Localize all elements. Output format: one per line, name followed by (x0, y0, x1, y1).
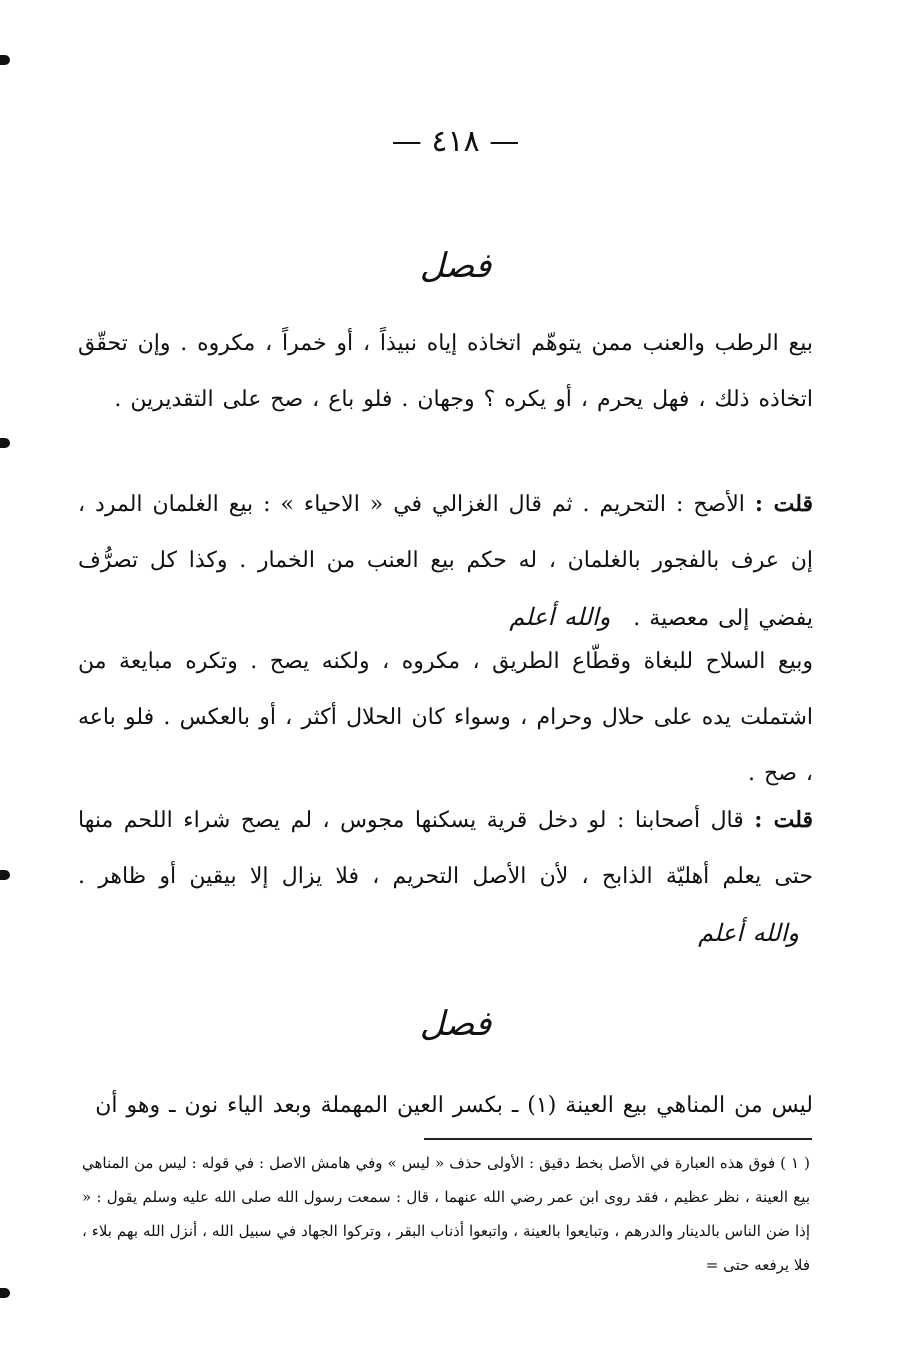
binding-mark (0, 870, 10, 880)
closing-formula: والله أعلم (698, 919, 799, 947)
footnote-divider (424, 1138, 812, 1140)
paragraph-lead: قلت : (754, 491, 813, 517)
binding-mark (0, 438, 10, 448)
paragraph-text: قال أصحابنا : لو دخل قرية يسكنها مجوس ، لم يصح شراء اللحم منها حتى يعلم أهليّة الذابح ، لأن الأصل التحريم ، فلا يزال إلا بيقين أو ظاهر . (78, 808, 813, 889)
paragraph (78, 792, 813, 963)
section-heading: فصل (419, 246, 492, 286)
paragraph-text: ليس من المناهي بيع العينة (١) ـ بكسر العين المهملة وبعد الياء نون ـ وهو أن (95, 1093, 813, 1118)
paragraph-text: وبيع السلاح للبغاة وقطّاع الطريق ، مكروه ، ولكنه يصح . وتكره مبايعة من اشتملت يده على حلال وحرام ، وسواء كان الحلال أكثر ، أو بالعكس . فلو باعه ، صح . (78, 649, 813, 786)
paragraph-lead: قلت : (754, 807, 813, 833)
paragraph (78, 634, 813, 802)
footnote: ( ١ ) فوق هذه العبارة في الأصل بخط دقيق : الأولى حذف « ليس » وفي هامش الاصل : في قوله : ليس من المناهي بيع العينة ، نظر عظيم ، فقد روى ابن عمر رضي الله عنهما ، قال : سمعت رسول الله صلى الله عليه وسلم يقول : « إذا ضن الناس بالدينار والدرهم ، وتبايعوا بالعينة ، واتبعوا أذناب البقر ، وتركوا الجهاد في سبيل الله ، أنزل الله بهم بلاء ، فلا يرفعه حتى = (82, 1154, 810, 1274)
binding-mark (0, 1288, 10, 1298)
paragraph-text: الأصح : التحريم . ثم قال الغزالي في « الاحياء » : بيع الغلمان المرد ، إن عرف بالفجور بالغلمان ، له حكم بيع العنب من الخمار . وكذا كل تصرُّف يفضي إلى معصية . (78, 492, 813, 631)
paragraph (78, 1078, 813, 1134)
section-heading: فصل (419, 1004, 492, 1044)
binding-mark (0, 55, 10, 65)
paragraph (78, 476, 813, 647)
paragraph (78, 316, 813, 428)
page-number: — ٤١٨ — (391, 124, 520, 159)
closing-formula: والله أعلم (509, 603, 611, 631)
paragraph-text: بيع الرطب والعنب ممن يتوهّم اتخاذه إياه نبيذاً ، أو خمراً ، مكروه . وإن تحقّق اتخاذه ذلك ، فهل يحرم ، أو يكره ؟ وجهان . فلو باع ، صح على التقديرين . (78, 331, 813, 412)
